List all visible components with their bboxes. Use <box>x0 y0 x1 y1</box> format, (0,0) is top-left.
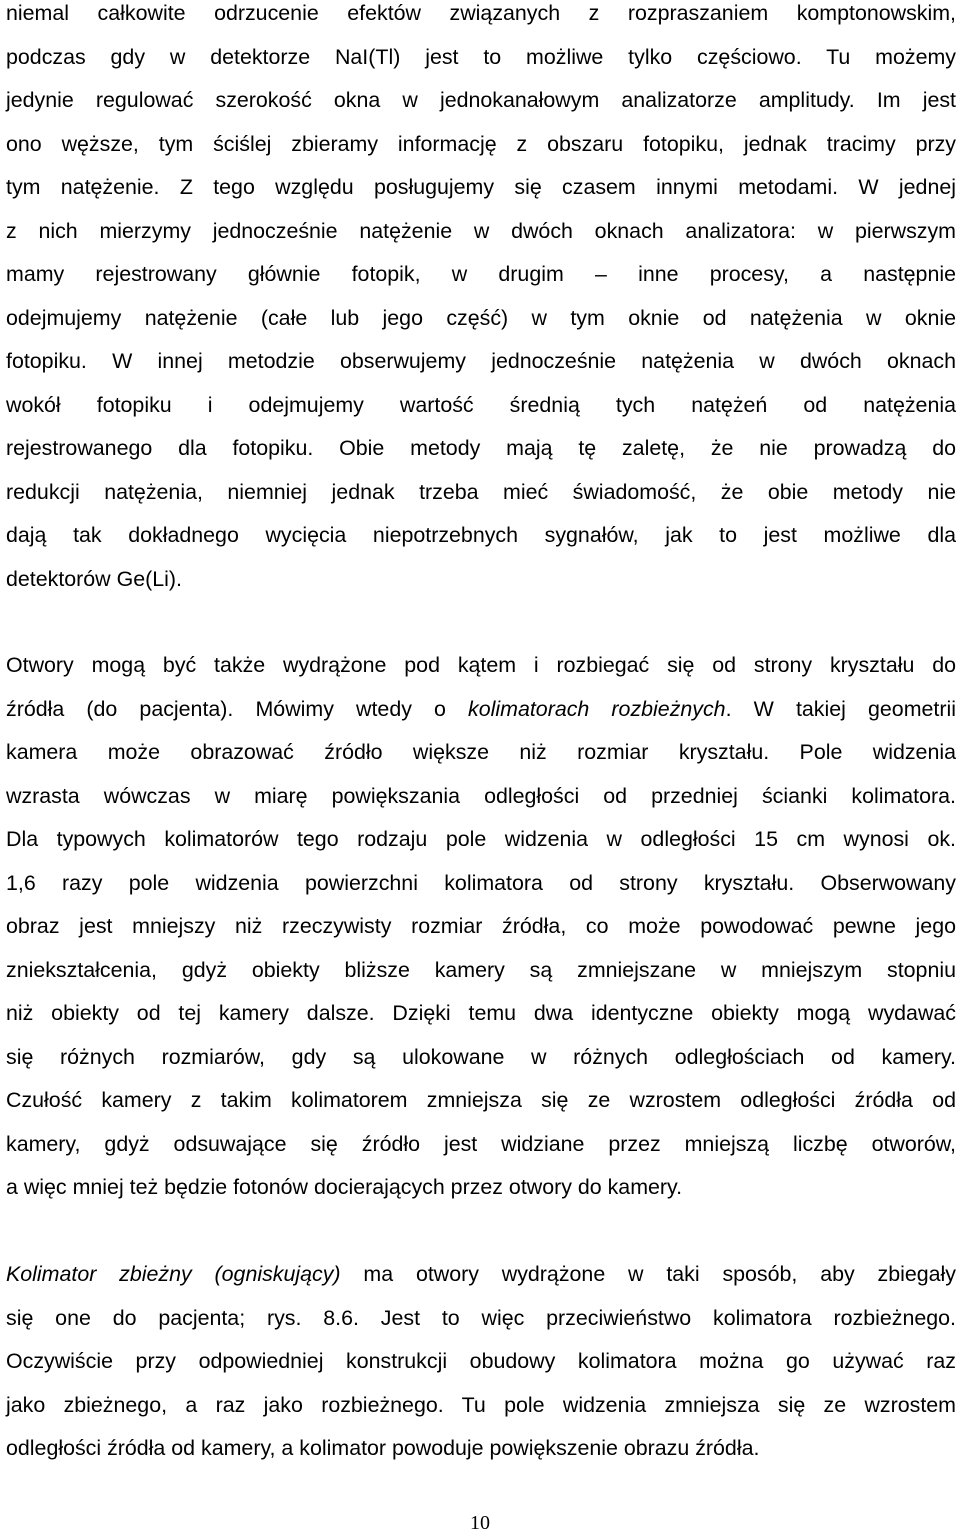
text-line: mamy rejestrowany głównie fotopik, w drugim – inne procesy, a następnie <box>6 262 956 286</box>
text-line: Otwory mogą być także wydrążone pod kątem i rozbiegać się od strony kryształu do <box>6 653 956 677</box>
text-line: jako zbieżnego, a raz jako rozbieżnego. Tu pole widzenia zmniejsza się ze wzrostem <box>6 1392 956 1417</box>
text-line: redukcji natężenia, niemniej jednak trzeba mieć świadomość, że obie metody nie <box>6 479 956 504</box>
text-line: Czułość kamery z takim kolimatorem zmniejsza się ze wzrostem odległości źródła od <box>6 1088 956 1112</box>
italic-term: kolimatorach rozbieżnych <box>468 696 726 721</box>
text-segment: . W takiej geometrii <box>725 696 956 721</box>
text-line: obraz jest mniejszy niż rzeczywisty rozmiar źródła, co może powodować pewne jego <box>6 914 956 938</box>
text-line: z nich mierzymy jednocześnie natężenie w dwóch oknach analizatora: w pierwszym <box>6 218 956 243</box>
text-line: wokół fotopiku i odejmujemy wartość średnią tych natężeń od natężenia <box>6 392 956 417</box>
text-line <box>6 1261 956 1287</box>
text-line: niemal całkowite odrzucenie efektów związanych z rozpraszaniem komptonowskim, <box>6 1 956 25</box>
text-line: wzrasta wówczas w miarę powiększania odległości od przedniej ścianki kolimatora. <box>6 783 956 808</box>
text-line: ono węższe, tym ściślej zbieramy informację z obszaru fotopiku, jednak tracimy przy <box>6 131 956 156</box>
text-line: Dla typowych kolimatorów tego rodzaju pole widzenia w odległości 15 cm wynosi ok. <box>6 827 956 851</box>
text-line: podczas gdy w detektorze NaI(Tl) jest to możliwe tylko częściowo. Tu możemy <box>6 44 956 69</box>
text-line: odejmujemy natężenie (całe lub jego część) w tym oknie od natężenia w oknie <box>6 305 956 330</box>
text-line: 1,6 razy pole widzenia powierzchni kolimatora od strony kryształu. Obserwowany <box>6 870 956 895</box>
page-number: 10 <box>470 1512 490 1534</box>
text-line: kamery, gdyż odsuwające się źródło jest widziane przez mniejszą liczbę otworów, <box>6 1131 956 1156</box>
text-line: fotopiku. W innej metodzie obserwujemy jednocześnie natężenia w dwóch oknach <box>6 349 956 373</box>
text-line: jedynie regulować szerokość okna w jednokanałowym analizatorze amplitudy. Im jest <box>6 88 956 112</box>
text-line: odległości źródła od kamery, a kolimator powoduje powiększenie obrazu źródła. <box>6 1436 760 1460</box>
text-line: rejestrowanego dla fotopiku. Obie metody mają tę zaletę, że nie prowadzą do <box>6 436 956 460</box>
text-line: kamera może obrazować źródło większe niż rozmiar kryształu. Pole widzenia <box>6 740 956 764</box>
text-line: tym natężenie. Z tego względu posługujemy się czasem innymi metodami. W jednej <box>6 175 956 199</box>
italic-term: Kolimator zbieżny (ogniskujący) <box>6 1262 341 1286</box>
text-segment: ma otwory wydrążone w taki sposób, aby zbiegały <box>340 1262 956 1286</box>
text-line: się różnych rozmiarów, gdy są ulokowane w różnych odległościach od kamery. <box>6 1044 956 1069</box>
text-line: się one do pacjenta; rys. 8.6. Jest to więc przeciwieństwo kolimatora rozbieżnego. <box>6 1305 956 1330</box>
text-segment: źródła (do pacjenta). Mówimy wtedy o <box>6 696 469 721</box>
text-line: Oczywiście przy odpowiedniej konstrukcji obudowy kolimatora można go używać raz <box>6 1349 956 1373</box>
text-line: a więc mniej też będzie fotonów docierających przez otwory do kamery. <box>6 1175 683 1199</box>
text-line: detektorów Ge(Li). <box>6 566 182 591</box>
text-line <box>6 696 956 722</box>
text-line: niż obiekty od tej kamery dalsze. Dzięki temu dwa identyczne obiekty mogą wydawać <box>6 1001 956 1025</box>
text-line: zniekształcenia, gdyż obiekty bliższe kamery są zmniejszane w mniejszym stopniu <box>6 957 956 982</box>
text-line: dają tak dokładnego wycięcia niepotrzebnych sygnałów, jak to jest możliwe dla <box>6 523 956 547</box>
